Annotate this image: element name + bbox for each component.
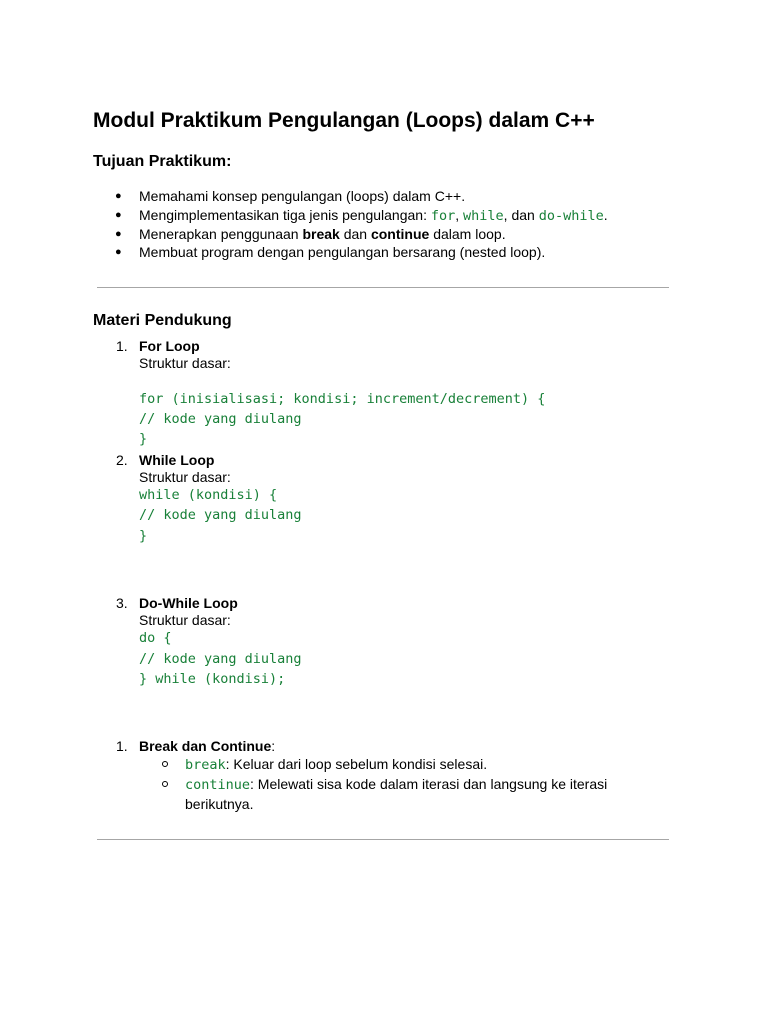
- break-item: break: Keluar dari loop sebelum kondisi selesai.: [185, 756, 488, 773]
- bullet-icon: ●: [115, 228, 122, 240]
- bullet-icon: ●: [115, 209, 122, 221]
- materi-heading: Materi Pendukung: [93, 312, 232, 329]
- bullet-icon: ●: [115, 246, 122, 258]
- list-number: 3.: [116, 595, 128, 611]
- dowhile-loop-code-line-3: } while (kondisi);: [139, 671, 286, 687]
- continue-item: continue: Melewati sisa kode dalam iterasi dan langsung ke iterasi: [185, 776, 608, 793]
- list-number: 1.: [116, 338, 128, 354]
- tujuan-item-1: Memahami konsep pengulangan (loops) dalam C++.: [139, 188, 466, 204]
- tujuan-item-4: Membuat program dengan pengulangan bersarang (nested loop).: [139, 244, 546, 260]
- while-loop-code-line-3: }: [139, 528, 148, 544]
- dowhile-loop-subtitle: Struktur dasar:: [139, 612, 231, 628]
- tujuan-heading: Tujuan Praktikum:: [93, 153, 232, 170]
- dowhile-loop-title: Do-While Loop: [139, 595, 238, 611]
- dowhile-loop-code-line-1: do {: [139, 630, 172, 646]
- for-loop-code-line-1: for (inisialisasi; kondisi; increment/decrement) {: [139, 391, 546, 407]
- bullet-icon: ●: [115, 190, 122, 202]
- circle-bullet-icon: [162, 761, 168, 767]
- tujuan-item-2: Mengimplementasikan tiga jenis pengulangan: for, while, dan do-while.: [139, 207, 608, 224]
- for-loop-title: For Loop: [139, 338, 200, 354]
- for-loop-code-line-2: // kode yang diulang: [139, 411, 302, 427]
- page-title: Modul Praktikum Pengulangan (Loops) dalam C++: [93, 109, 595, 132]
- break-continue-title: Break dan Continue:: [139, 738, 276, 754]
- dowhile-loop-code-line-2: // kode yang diulang: [139, 651, 302, 667]
- list-number: 1.: [116, 738, 128, 754]
- while-loop-code-line-2: // kode yang diulang: [139, 507, 302, 523]
- for-loop-subtitle: Struktur dasar:: [139, 355, 231, 371]
- while-loop-subtitle: Struktur dasar:: [139, 469, 231, 485]
- while-loop-code-line-1: while (kondisi) {: [139, 487, 278, 503]
- list-number: 2.: [116, 452, 128, 468]
- while-loop-title: While Loop: [139, 452, 215, 468]
- circle-bullet-icon: [162, 781, 168, 787]
- divider: [97, 839, 669, 840]
- divider: [97, 287, 669, 288]
- tujuan-item-3: Menerapkan penggunaan break dan continue dalam loop.: [139, 226, 506, 242]
- for-loop-code-line-3: }: [139, 431, 148, 447]
- continue-item-line-2: berikutnya.: [185, 796, 254, 812]
